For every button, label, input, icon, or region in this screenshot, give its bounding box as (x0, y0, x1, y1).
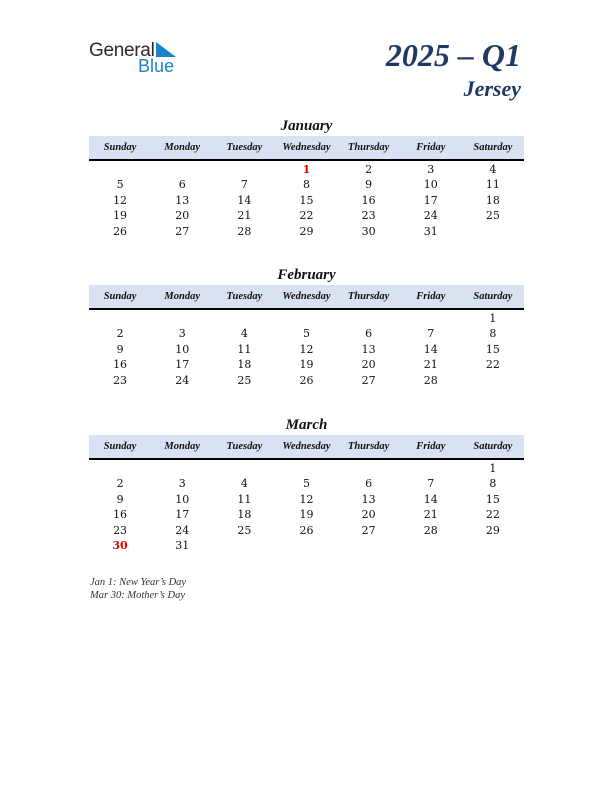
day-cell: 3 (178, 327, 186, 341)
day-cell: 26 (299, 523, 314, 537)
day-cell: 2 (116, 477, 124, 491)
weekday-label: Tuesday (226, 291, 263, 302)
day-cell (151, 311, 213, 326)
weekday-label: Saturday (473, 291, 513, 302)
day-cell (275, 311, 337, 326)
day-cell: 20 (361, 358, 376, 372)
week-row (89, 208, 524, 223)
day-cell: 2 (365, 163, 373, 176)
day-cell: 3 (427, 163, 435, 176)
day-cell: 19 (113, 209, 128, 223)
weekday-label: Wednesday (282, 142, 331, 153)
weeks (89, 460, 524, 553)
day-cell: 16 (113, 508, 128, 522)
weekday-label: Monday (164, 441, 200, 452)
day-cell: 26 (299, 373, 314, 387)
weekday-label: Friday (416, 291, 446, 302)
day-cell: 27 (361, 373, 376, 387)
weekday-label: Wednesday (282, 291, 331, 302)
holiday-notes (90, 576, 186, 602)
page-subtitle: Jersey (463, 76, 521, 101)
day-cell: 7 (427, 477, 435, 491)
day-cell: 9 (365, 178, 373, 192)
day-cell: 13 (175, 193, 190, 207)
weekday-label: Tuesday (226, 441, 263, 452)
day-cell: 30 (361, 224, 376, 238)
day-cell: 29 (299, 224, 314, 238)
day-cell: 23 (361, 209, 376, 223)
weekday-label: Monday (164, 142, 200, 153)
month-name: February (277, 267, 336, 283)
day-cell: 10 (175, 342, 190, 356)
week-row (89, 373, 524, 388)
day-cell: 23 (113, 373, 128, 387)
page-title: 2025 – Q1 (385, 37, 521, 73)
day-cell: 6 (178, 178, 186, 192)
day-cell (338, 538, 400, 553)
week-row (89, 224, 524, 239)
day-cell: 28 (237, 224, 252, 238)
logo-triangle-icon (156, 42, 176, 57)
weekday-header (89, 136, 524, 161)
day-cell: 7 (427, 327, 435, 341)
weekday-label: Sunday (103, 291, 137, 302)
weekday-label: Thursday (347, 291, 390, 302)
day-cell: 17 (423, 193, 438, 207)
day-cell: 31 (175, 538, 190, 552)
day-cell: 5 (302, 327, 310, 341)
holiday-note: Jan 1: New Year’s Day (90, 577, 187, 588)
day-cell: 27 (361, 523, 376, 537)
generalblue-logo (89, 40, 189, 76)
week-row (89, 193, 524, 208)
weekday-label: Monday (164, 291, 200, 302)
day-cell (462, 224, 524, 239)
day-cell: 1 (489, 312, 497, 325)
day-cell (275, 538, 337, 553)
week-row (89, 326, 524, 341)
day-cell: 22 (485, 508, 500, 522)
month-calendar-february (89, 265, 524, 388)
day-cell: 1 (302, 163, 311, 176)
day-cell: 21 (423, 508, 438, 522)
day-cell: 8 (302, 178, 310, 192)
day-cell: 10 (175, 492, 190, 506)
weekday-label: Sunday (103, 142, 137, 153)
day-cell: 16 (113, 358, 128, 372)
day-cell: 21 (237, 209, 252, 223)
day-cell: 19 (299, 358, 314, 372)
day-cell: 22 (485, 358, 500, 372)
week-row (89, 177, 524, 192)
day-cell (213, 461, 275, 476)
day-cell: 26 (113, 224, 128, 238)
day-cell (151, 461, 213, 476)
day-cell: 6 (365, 327, 373, 341)
week-row (89, 523, 524, 538)
weekday-label: Thursday (347, 441, 390, 452)
day-cell: 23 (113, 523, 128, 537)
day-cell: 4 (240, 327, 248, 341)
weekday-header (89, 435, 524, 460)
logo-text-blue: Blue (138, 56, 175, 76)
day-cell: 4 (240, 477, 248, 491)
day-cell (462, 538, 524, 553)
weekday-label: Tuesday (226, 142, 263, 153)
day-cell: 17 (175, 508, 190, 522)
day-cell: 8 (489, 327, 497, 341)
day-cell: 11 (237, 342, 252, 356)
day-cell: 5 (116, 178, 124, 192)
week-row (89, 507, 524, 522)
weekday-label: Saturday (473, 142, 513, 153)
day-cell: 14 (423, 492, 438, 506)
day-cell (213, 162, 275, 177)
day-cell (89, 461, 151, 476)
day-cell: 5 (302, 477, 310, 491)
day-cell: 16 (361, 193, 376, 207)
day-cell: 18 (485, 193, 500, 207)
weeks (89, 310, 524, 388)
day-cell: 10 (423, 178, 438, 192)
day-cell: 13 (361, 342, 376, 356)
day-cell (213, 538, 275, 553)
day-cell: 3 (178, 477, 186, 491)
day-cell: 4 (489, 163, 497, 176)
day-cell: 12 (299, 342, 314, 356)
day-cell: 13 (361, 492, 376, 506)
day-cell: 11 (237, 492, 252, 506)
day-cell: 9 (116, 342, 124, 356)
week-row (89, 357, 524, 372)
day-cell: 18 (237, 358, 252, 372)
day-cell: 14 (237, 193, 252, 207)
day-cell (213, 311, 275, 326)
weekday-label: Friday (416, 441, 446, 452)
day-cell: 25 (485, 209, 500, 223)
weekday-header (89, 285, 524, 310)
day-cell: 28 (423, 373, 438, 387)
day-cell: 21 (423, 358, 438, 372)
month-name: March (285, 417, 328, 433)
week-row (89, 538, 524, 553)
day-cell: 22 (299, 209, 314, 223)
day-cell: 15 (299, 193, 314, 207)
week-row (89, 461, 524, 476)
week-row (89, 492, 524, 507)
day-cell: 19 (299, 508, 314, 522)
day-cell: 12 (113, 193, 128, 207)
day-cell: 28 (423, 523, 438, 537)
day-cell: 31 (423, 224, 438, 238)
month-calendar-march (89, 415, 524, 553)
week-row (89, 311, 524, 326)
weekday-label: Sunday (103, 441, 137, 452)
day-cell (400, 311, 462, 326)
day-cell (89, 311, 151, 326)
day-cell: 24 (423, 209, 438, 223)
day-cell: 17 (175, 358, 190, 372)
day-cell (338, 311, 400, 326)
day-cell: 25 (237, 373, 252, 387)
day-cell: 1 (489, 462, 497, 475)
weekday-label: Friday (416, 142, 446, 153)
day-cell: 9 (116, 492, 124, 506)
day-cell: 27 (175, 224, 190, 238)
day-cell (89, 162, 151, 177)
day-cell (400, 461, 462, 476)
week-row (89, 342, 524, 357)
day-cell: 15 (485, 342, 500, 356)
month-calendar-january (89, 116, 524, 239)
day-cell: 20 (175, 209, 190, 223)
day-cell: 25 (237, 523, 252, 537)
day-cell (400, 538, 462, 553)
day-cell (338, 461, 400, 476)
holiday-note: Mar 30: Mother’s Day (90, 590, 185, 601)
day-cell: 15 (485, 492, 500, 506)
day-cell (151, 162, 213, 177)
weeks (89, 161, 524, 239)
day-cell: 20 (361, 508, 376, 522)
weekday-label: Saturday (473, 441, 513, 452)
day-cell: 24 (175, 523, 190, 537)
day-cell (462, 373, 524, 388)
day-cell: 6 (365, 477, 373, 491)
day-cell: 8 (489, 477, 497, 491)
weekday-label: Wednesday (282, 441, 331, 452)
day-cell: 24 (175, 373, 190, 387)
day-cell: 14 (423, 342, 438, 356)
week-row (89, 476, 524, 491)
weekday-label: Thursday (347, 142, 390, 153)
month-name: January (280, 118, 333, 134)
day-cell: 7 (240, 178, 248, 192)
day-cell: 2 (116, 327, 124, 341)
day-cell: 29 (485, 523, 500, 537)
day-cell: 30 (112, 538, 128, 552)
day-cell: 12 (299, 492, 314, 506)
logo-text-general: General (89, 40, 155, 61)
day-cell: 18 (237, 508, 252, 522)
day-cell (275, 461, 337, 476)
week-row (89, 162, 524, 177)
day-cell: 11 (485, 178, 500, 192)
